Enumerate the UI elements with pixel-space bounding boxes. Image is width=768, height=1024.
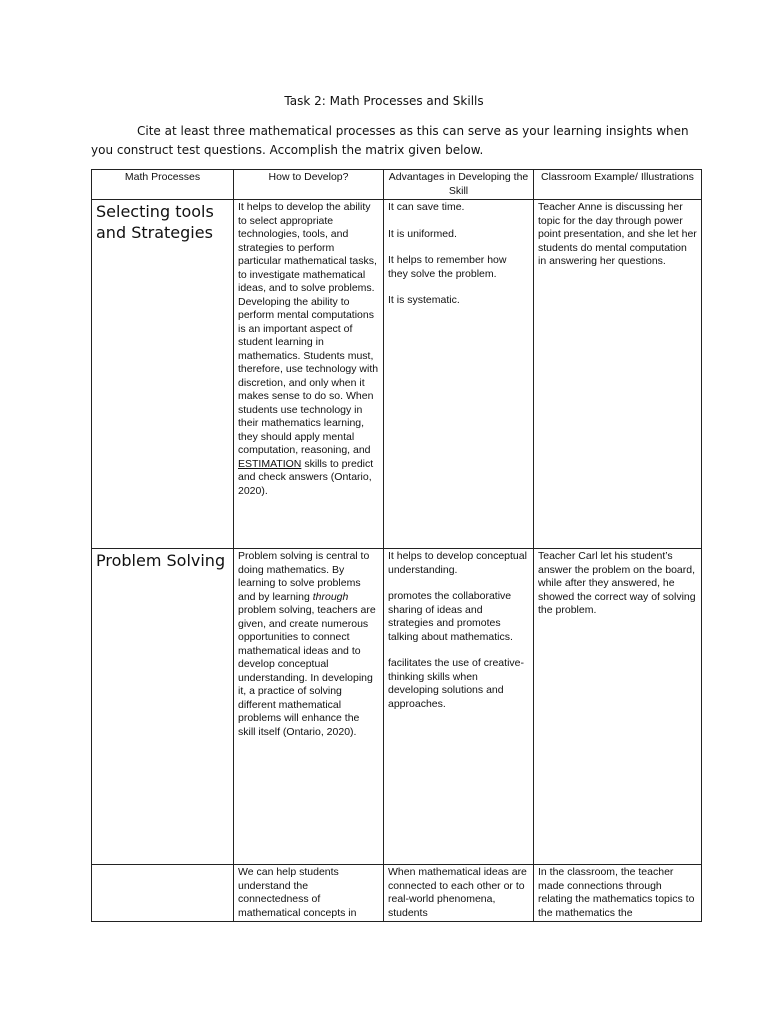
page-title: Task 2: Math Processes and Skills	[284, 94, 484, 108]
develop-text-end: problem solving, teachers are given, and create numerous opportunities to connect mathematical ideas and to develop conceptual understanding. In developing it, a practice of solving different mathematical problems will enhance the skill itself (Ontario, 2020).	[238, 604, 376, 738]
develop-text: It helps to develop the ability to select appropriate technologies, tools, and strategies to perform particular mathematical tasks, to investigate mathematical ideas, and to solve problems. Developing the ability to perform mental computations is an important aspect of student learning in mathematics. Students must, therefore, use technology with discretion, and only when it makes sense to do so. When students use technology in their mathematics learning, they should apply mental computation, reasoning, and	[238, 201, 379, 456]
develop-cell: We can help students understand the connectedness of mathematical concepts in	[234, 865, 384, 922]
table-row	[92, 200, 702, 549]
header-classroom-example: Classroom Example/ Illustrations	[534, 170, 702, 200]
develop-text-end: skills to predict and check answers (Ontario, 2020).	[238, 457, 374, 497]
header-math-processes: Math Processes	[92, 170, 234, 200]
intro-text: Cite at least three mathematical processes as this can serve as your learning insights when you construct test questions. Accomplish the matrix given below.	[91, 124, 689, 157]
advantage-item: It is uniformed.	[388, 227, 457, 240]
advantages-cell	[384, 549, 534, 865]
header-advantages: Advantages in Developing the Skill	[384, 170, 534, 200]
advantage-item: It helps to develop conceptual understanding.	[388, 550, 527, 576]
example-cell: Teacher Anne is discussing her topic for the day through power point presentation, and she let her students do mental computation in answering her questions.	[534, 200, 702, 549]
table-row	[92, 549, 702, 865]
example-cell: Teacher Carl let his student’s answer the problem on the board, while after they answered, he showed the correct way of solving the problem.	[534, 549, 702, 865]
example-cell: In the classroom, the teacher made connections through relating the mathematics topics to the mathematics the	[534, 865, 702, 922]
process-matrix-table	[91, 169, 702, 922]
table-header-row	[92, 170, 702, 200]
table-row	[92, 865, 702, 922]
advantage-item: It helps to remember how they solve the problem.	[388, 254, 507, 280]
advantages-cell: When mathematical ideas are connected to each other or to real-world phenomena, students	[384, 865, 534, 922]
advantage-item: promotes the collaborative sharing of ideas and strategies and promotes talking about mathematics.	[388, 590, 513, 643]
process-name: Selecting tools and Strategies	[92, 200, 234, 549]
advantage-item: It is systematic.	[388, 294, 460, 306]
develop-cell	[234, 200, 384, 549]
header-how-to-develop: How to Develop?	[234, 170, 384, 200]
intro-paragraph	[91, 122, 701, 160]
develop-cell	[234, 549, 384, 865]
process-name: Problem Solving	[92, 549, 234, 865]
estimation-link[interactable]: ESTIMATION	[238, 457, 302, 470]
advantage-item: It can save time.	[388, 201, 465, 213]
advantage-item: facilitates the use of creative-thinking skills when developing solutions and approaches.	[388, 657, 524, 710]
process-name	[92, 865, 234, 922]
develop-emphasis: through	[312, 590, 349, 603]
develop-text: Problem solving is central to doing mathematics. By learning to solve problems and by learning	[238, 550, 370, 603]
advantages-cell	[384, 200, 534, 549]
